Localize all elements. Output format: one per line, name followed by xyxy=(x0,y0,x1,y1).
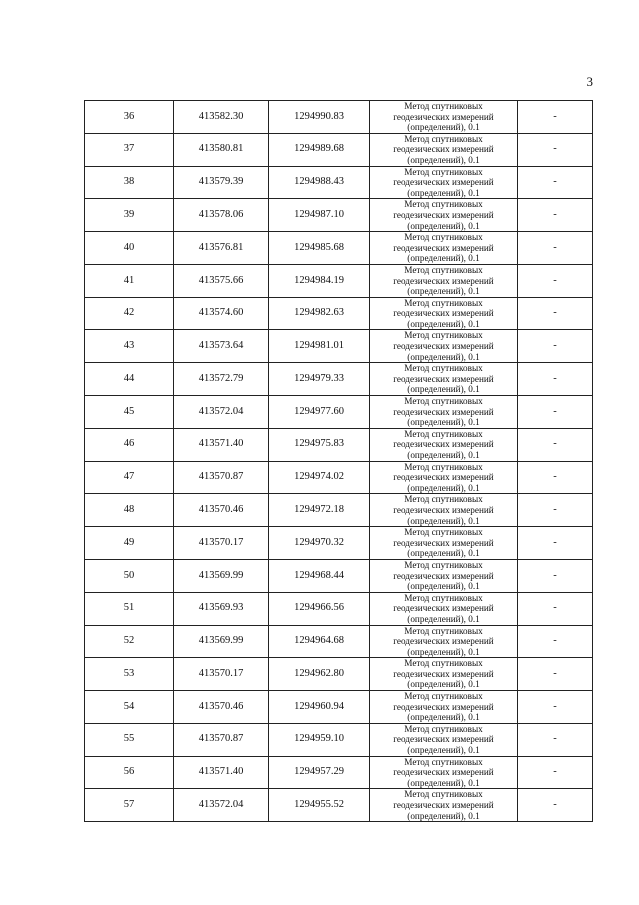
method-line: геодезических измерений xyxy=(393,504,494,515)
point-number-cell: 39 xyxy=(85,199,174,232)
table-row xyxy=(85,232,593,265)
method-line: Метод спутниковых xyxy=(404,625,483,636)
method-line: геодезических измерений xyxy=(393,537,494,548)
y-coordinate-cell: 1294966.56 xyxy=(269,592,370,625)
y-coordinate-cell: 1294959.10 xyxy=(269,723,370,756)
note-cell: - xyxy=(518,625,593,658)
method-line: Метод спутниковых xyxy=(404,461,483,472)
method-line: (определений), 0.1 xyxy=(407,613,480,624)
method-line: Метод спутниковых xyxy=(404,232,483,243)
x-coordinate-cell: 413575.66 xyxy=(174,264,269,297)
y-coordinate-cell: 1294960.94 xyxy=(269,691,370,724)
note-cell: - xyxy=(518,199,593,232)
table-row xyxy=(85,101,593,134)
note-cell: - xyxy=(518,101,593,134)
method-line: геодезических измерений xyxy=(393,242,494,253)
method-line: (определений), 0.1 xyxy=(407,417,480,428)
table-row xyxy=(85,461,593,494)
note-cell: - xyxy=(518,723,593,756)
method-line: геодезических измерений xyxy=(393,144,494,155)
method-cell xyxy=(370,789,518,822)
table-row xyxy=(85,494,593,527)
note-cell: - xyxy=(518,297,593,330)
note-cell: - xyxy=(518,756,593,789)
note-cell: - xyxy=(518,559,593,592)
method-line: (определений), 0.1 xyxy=(407,777,480,788)
note-cell: - xyxy=(518,527,593,560)
x-coordinate-cell: 413570.87 xyxy=(174,723,269,756)
y-coordinate-cell: 1294985.68 xyxy=(269,232,370,265)
x-coordinate-cell: 413570.17 xyxy=(174,527,269,560)
page-number: 3 xyxy=(586,74,593,89)
note-cell: - xyxy=(518,166,593,199)
point-number-cell: 42 xyxy=(85,297,174,330)
method-cell xyxy=(370,723,518,756)
x-coordinate-cell: 413569.99 xyxy=(174,625,269,658)
x-coordinate-cell: 413571.40 xyxy=(174,428,269,461)
method-cell xyxy=(370,559,518,592)
table-row xyxy=(85,625,593,658)
method-line: геодезических измерений xyxy=(393,341,494,352)
method-cell xyxy=(370,133,518,166)
method-line: Метод спутниковых xyxy=(404,199,483,210)
note-cell: - xyxy=(518,363,593,396)
method-line: геодезических измерений xyxy=(393,767,494,778)
table-row xyxy=(85,756,593,789)
table-row xyxy=(85,330,593,363)
x-coordinate-cell: 413580.81 xyxy=(174,133,269,166)
point-number-cell: 56 xyxy=(85,756,174,789)
x-coordinate-cell: 413570.87 xyxy=(174,461,269,494)
method-line: Метод спутниковых xyxy=(404,789,483,800)
point-number-cell: 40 xyxy=(85,232,174,265)
x-coordinate-cell: 413578.06 xyxy=(174,199,269,232)
method-line: (определений), 0.1 xyxy=(407,351,480,362)
point-number-cell: 38 xyxy=(85,166,174,199)
method-line: (определений), 0.1 xyxy=(407,122,480,133)
x-coordinate-cell: 413574.60 xyxy=(174,297,269,330)
x-coordinate-cell: 413571.40 xyxy=(174,756,269,789)
point-number-cell: 57 xyxy=(85,789,174,822)
table-row xyxy=(85,723,593,756)
table-row xyxy=(85,297,593,330)
table-row xyxy=(85,396,593,429)
x-coordinate-cell: 413573.64 xyxy=(174,330,269,363)
y-coordinate-cell: 1294970.32 xyxy=(269,527,370,560)
method-cell xyxy=(370,101,518,134)
point-number-cell: 47 xyxy=(85,461,174,494)
method-line: геодезических измерений xyxy=(393,406,494,417)
y-coordinate-cell: 1294972.18 xyxy=(269,494,370,527)
method-cell xyxy=(370,527,518,560)
method-cell xyxy=(370,232,518,265)
method-line: (определений), 0.1 xyxy=(407,384,480,395)
note-cell: - xyxy=(518,789,593,822)
point-number-cell: 48 xyxy=(85,494,174,527)
method-line: (определений), 0.1 xyxy=(407,220,480,231)
method-line: Метод спутниковых xyxy=(404,723,483,734)
y-coordinate-cell: 1294977.60 xyxy=(269,396,370,429)
y-coordinate-cell: 1294988.43 xyxy=(269,166,370,199)
method-cell xyxy=(370,297,518,330)
method-cell xyxy=(370,625,518,658)
method-line: геодезических измерений xyxy=(393,177,494,188)
point-number-cell: 53 xyxy=(85,658,174,691)
point-number-cell: 43 xyxy=(85,330,174,363)
x-coordinate-cell: 413569.93 xyxy=(174,592,269,625)
method-line: Метод спутниковых xyxy=(404,363,483,374)
point-number-cell: 50 xyxy=(85,559,174,592)
y-coordinate-cell: 1294968.44 xyxy=(269,559,370,592)
y-coordinate-cell: 1294984.19 xyxy=(269,264,370,297)
point-number-cell: 54 xyxy=(85,691,174,724)
y-coordinate-cell: 1294962.80 xyxy=(269,658,370,691)
method-line: (определений), 0.1 xyxy=(407,187,480,198)
y-coordinate-cell: 1294989.68 xyxy=(269,133,370,166)
y-coordinate-cell: 1294974.02 xyxy=(269,461,370,494)
x-coordinate-cell: 413569.99 xyxy=(174,559,269,592)
point-number-cell: 36 xyxy=(85,101,174,134)
point-number-cell: 46 xyxy=(85,428,174,461)
point-number-cell: 41 xyxy=(85,264,174,297)
method-cell xyxy=(370,166,518,199)
method-line: Метод спутниковых xyxy=(404,133,483,144)
point-number-cell: 52 xyxy=(85,625,174,658)
y-coordinate-cell: 1294981.01 xyxy=(269,330,370,363)
x-coordinate-cell: 413572.04 xyxy=(174,396,269,429)
note-cell: - xyxy=(518,494,593,527)
table-row xyxy=(85,789,593,822)
x-coordinate-cell: 413570.46 xyxy=(174,494,269,527)
method-line: Метод спутниковых xyxy=(404,756,483,767)
method-line: геодезических измерений xyxy=(393,111,494,122)
y-coordinate-cell: 1294982.63 xyxy=(269,297,370,330)
note-cell: - xyxy=(518,658,593,691)
table-row xyxy=(85,363,593,396)
method-line: геодезических измерений xyxy=(393,734,494,745)
method-line: (определений), 0.1 xyxy=(407,515,480,526)
method-line: геодезических измерений xyxy=(393,472,494,483)
note-cell: - xyxy=(518,592,593,625)
method-line: Метод спутниковых xyxy=(404,494,483,505)
x-coordinate-cell: 413570.17 xyxy=(174,658,269,691)
method-line: Метод спутниковых xyxy=(404,166,483,177)
method-line: геодезических измерений xyxy=(393,570,494,581)
method-line: Метод спутниковых xyxy=(404,428,483,439)
method-line: (определений), 0.1 xyxy=(407,581,480,592)
table-row xyxy=(85,133,593,166)
x-coordinate-cell: 413576.81 xyxy=(174,232,269,265)
method-line: Метод спутниковых xyxy=(404,559,483,570)
method-cell xyxy=(370,363,518,396)
table-row xyxy=(85,592,593,625)
note-cell: - xyxy=(518,461,593,494)
method-line: (определений), 0.1 xyxy=(407,646,480,657)
method-line: Метод спутниковых xyxy=(404,297,483,308)
method-cell xyxy=(370,330,518,363)
y-coordinate-cell: 1294957.29 xyxy=(269,756,370,789)
y-coordinate-cell: 1294975.83 xyxy=(269,428,370,461)
method-line: Метод спутниковых xyxy=(404,691,483,702)
note-cell: - xyxy=(518,330,593,363)
method-line: Метод спутниковых xyxy=(404,396,483,407)
table-row xyxy=(85,166,593,199)
method-cell xyxy=(370,461,518,494)
method-line: геодезических измерений xyxy=(393,603,494,614)
method-line: (определений), 0.1 xyxy=(407,712,480,723)
method-line: (определений), 0.1 xyxy=(407,482,480,493)
method-cell xyxy=(370,592,518,625)
method-line: Метод спутниковых xyxy=(404,101,483,111)
method-line: геодезических измерений xyxy=(393,275,494,286)
method-cell xyxy=(370,199,518,232)
note-cell: - xyxy=(518,396,593,429)
note-cell: - xyxy=(518,232,593,265)
table-row xyxy=(85,559,593,592)
x-coordinate-cell: 413582.30 xyxy=(174,101,269,134)
method-cell xyxy=(370,691,518,724)
y-coordinate-cell: 1294987.10 xyxy=(269,199,370,232)
method-line: геодезических измерений xyxy=(393,800,494,810)
method-line: (определений), 0.1 xyxy=(407,679,480,690)
method-line: (определений), 0.1 xyxy=(407,253,480,264)
x-coordinate-cell: 413579.39 xyxy=(174,166,269,199)
table-row xyxy=(85,428,593,461)
method-line: Метод спутниковых xyxy=(404,330,483,341)
method-line: геодезических измерений xyxy=(393,668,494,679)
method-line: геодезических измерений xyxy=(393,439,494,450)
x-coordinate-cell: 413570.46 xyxy=(174,691,269,724)
method-line: геодезических измерений xyxy=(393,701,494,712)
note-cell: - xyxy=(518,428,593,461)
table-row xyxy=(85,199,593,232)
method-line: (определений), 0.1 xyxy=(407,745,480,756)
note-cell: - xyxy=(518,691,593,724)
x-coordinate-cell: 413572.79 xyxy=(174,363,269,396)
method-line: геодезических измерений xyxy=(393,308,494,319)
method-line: (определений), 0.1 xyxy=(407,548,480,559)
table-row xyxy=(85,264,593,297)
note-cell: - xyxy=(518,264,593,297)
y-coordinate-cell: 1294990.83 xyxy=(269,101,370,134)
method-line: геодезических измерений xyxy=(393,373,494,384)
coordinates-table xyxy=(84,100,593,822)
method-line: Метод спутниковых xyxy=(404,527,483,538)
point-number-cell: 51 xyxy=(85,592,174,625)
method-line: геодезических измерений xyxy=(393,636,494,647)
method-line: Метод спутниковых xyxy=(404,592,483,603)
table-row xyxy=(85,691,593,724)
method-line: (определений), 0.1 xyxy=(407,154,480,165)
method-cell xyxy=(370,264,518,297)
point-number-cell: 55 xyxy=(85,723,174,756)
method-cell xyxy=(370,658,518,691)
table-row xyxy=(85,527,593,560)
point-number-cell: 49 xyxy=(85,527,174,560)
x-coordinate-cell: 413572.04 xyxy=(174,789,269,822)
y-coordinate-cell: 1294964.68 xyxy=(269,625,370,658)
method-line: (определений), 0.1 xyxy=(407,286,480,297)
point-number-cell: 44 xyxy=(85,363,174,396)
table-row xyxy=(85,658,593,691)
method-line: (определений), 0.1 xyxy=(407,318,480,329)
method-cell xyxy=(370,494,518,527)
y-coordinate-cell: 1294955.52 xyxy=(269,789,370,822)
coordinates-table-body xyxy=(85,101,593,822)
method-line: (определений), 0.1 xyxy=(407,810,480,821)
point-number-cell: 37 xyxy=(85,133,174,166)
method-cell xyxy=(370,428,518,461)
note-cell: - xyxy=(518,133,593,166)
method-line: Метод спутниковых xyxy=(404,658,483,669)
y-coordinate-cell: 1294979.33 xyxy=(269,363,370,396)
method-line: Метод спутниковых xyxy=(404,264,483,275)
method-line: (определений), 0.1 xyxy=(407,450,480,460)
method-line: геодезических измерений xyxy=(393,209,494,220)
method-cell xyxy=(370,756,518,789)
method-cell xyxy=(370,396,518,429)
point-number-cell: 45 xyxy=(85,396,174,429)
